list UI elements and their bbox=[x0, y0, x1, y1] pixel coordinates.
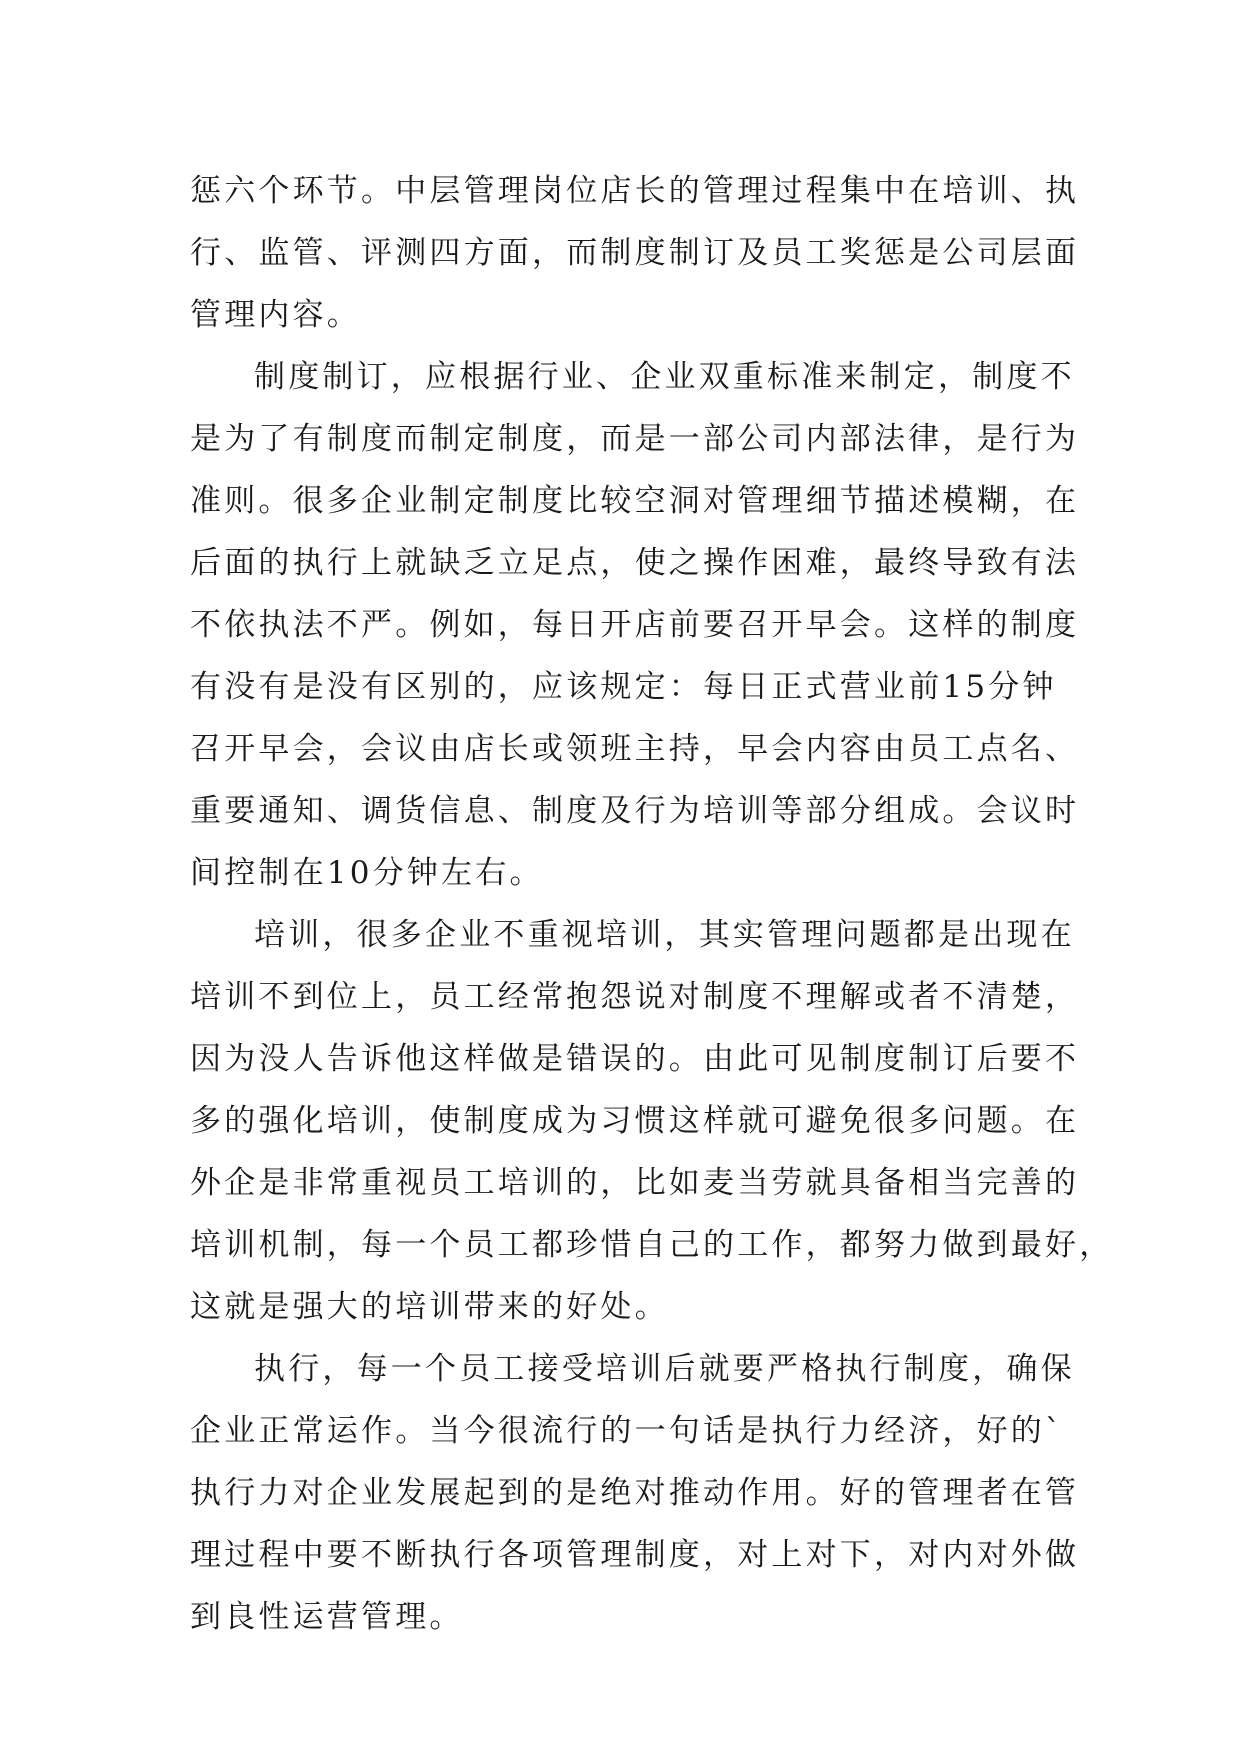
text-line: 是为了有制度而制定制度，而是一部公司内部法律，是行为 bbox=[190, 421, 1080, 457]
paragraph bbox=[190, 1338, 1080, 1648]
paragraph bbox=[190, 904, 1114, 1338]
text-line: 培训不到位上，员工经常抱怨说对制度不理解或者不清楚， bbox=[190, 979, 1080, 1015]
text-line: 因为没人告诉他这样做是错误的。由此可见制度制订后要不 bbox=[190, 1041, 1080, 1077]
text-line: 后面的执行上就缺乏立足点，使之操作困难，最终导致有法 bbox=[190, 545, 1080, 581]
text-line: 培训，很多企业不重视培训，其实管理问题都是出现在 bbox=[254, 917, 1075, 953]
paragraph bbox=[190, 346, 1080, 904]
text-line: 执行，每一个员工接受培训后就要严格执行制度，确保 bbox=[254, 1351, 1075, 1387]
text-line: 不依执法不严。例如，每日开店前要召开早会。这样的制度 bbox=[190, 607, 1080, 643]
text-line: 培训机制，每一个员工都珍惜自己的工作，都努力做到最好， bbox=[190, 1227, 1114, 1263]
text-line: 管理内容。 bbox=[190, 297, 361, 333]
text-line: 惩六个环节。中层管理岗位店长的管理过程集中在培训、执 bbox=[190, 173, 1080, 209]
text-line: 有没有是没有区别的，应该规定：每日正式营业前15分钟 bbox=[190, 669, 1057, 705]
text-line: 到良性运营管理。 bbox=[190, 1599, 464, 1635]
text-line: 召开早会，会议由店长或领班主持，早会内容由员工点名、 bbox=[190, 731, 1080, 767]
text-line: 企业正常运作。当今很流行的一句话是执行力经济，好的` bbox=[190, 1413, 1064, 1449]
text-line: 间控制在10分钟左右。 bbox=[190, 855, 544, 891]
text-line: 重要通知、调货信息、制度及行为培训等部分组成。会议时 bbox=[190, 793, 1080, 829]
text-line: 准则。很多企业制定制度比较空洞对管理细节描述模糊，在 bbox=[190, 483, 1080, 519]
text-line: 理过程中要不断执行各项管理制度，对上对下，对内对外做 bbox=[190, 1537, 1080, 1573]
document-body bbox=[190, 160, 1114, 1648]
text-line: 多的强化培训，使制度成为习惯这样就可避免很多问题。在 bbox=[190, 1103, 1080, 1139]
paragraph bbox=[190, 160, 1080, 346]
text-line: 行、监管、评测四方面，而制度制订及员工奖惩是公司层面 bbox=[190, 235, 1080, 271]
text-line: 执行力对企业发展起到的是绝对推动作用。好的管理者在管 bbox=[190, 1475, 1080, 1511]
text-line: 制度制订，应根据行业、企业双重标准来制定，制度不 bbox=[254, 359, 1075, 395]
text-line: 这就是强大的培训带来的好处。 bbox=[190, 1289, 669, 1325]
text-line: 外企是非常重视员工培训的，比如麦当劳就具备相当完善的 bbox=[190, 1165, 1080, 1201]
